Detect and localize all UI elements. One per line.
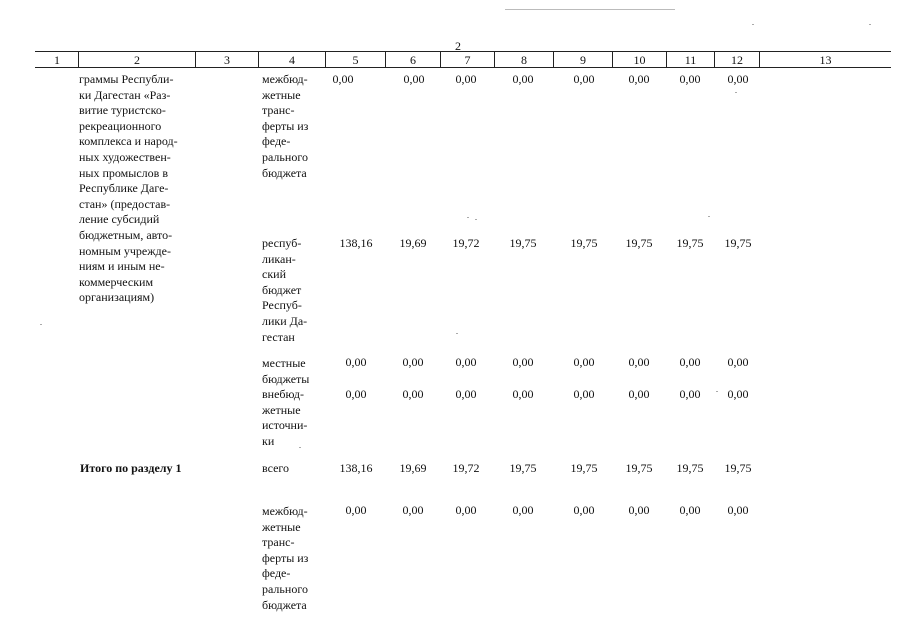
value-cell: 0,00 <box>573 387 595 401</box>
funding-source-line: транс- <box>262 535 295 550</box>
description-line: граммы Республи- <box>79 72 174 86</box>
funding-source-line: жетные <box>262 87 301 102</box>
value-cell: 0,00 <box>679 387 701 401</box>
description-line: витие туристско- <box>79 103 166 118</box>
funding-source-line: жетные <box>262 402 301 417</box>
column-header: 12 <box>731 53 743 67</box>
funding-source-line: феде- <box>262 134 291 149</box>
value-cell: 19,72 <box>452 461 480 475</box>
value-cell: 0,00 <box>403 72 425 86</box>
description-line: ки Дагестан «Раз- <box>79 87 171 102</box>
column-header: 7 <box>464 53 471 67</box>
funding-source-line: местные <box>262 356 306 370</box>
value-cell: 0,00 <box>455 387 477 401</box>
funding-source-line: гестан <box>262 329 295 344</box>
description-line: бюджетным, авто- <box>79 227 173 242</box>
value-cell: 0,00 <box>512 72 534 86</box>
funding-source-line: феде- <box>262 566 291 581</box>
funding-source-line: бюджет <box>262 282 302 297</box>
value-cell: 0,00 <box>727 387 749 401</box>
column-header: 3 <box>224 53 230 67</box>
funding-source-line: лики Да- <box>262 313 308 328</box>
funding-source <box>262 387 322 449</box>
column-header: 6 <box>410 53 416 67</box>
funding-source-line: межбюд- <box>262 504 308 518</box>
value-cell: 0,00 <box>727 72 749 86</box>
scan-speck <box>752 24 754 25</box>
funding-source <box>262 356 322 387</box>
funding-source-line: жетные <box>262 519 301 534</box>
column-header: 2 <box>134 53 140 67</box>
value-cell: 0,00 <box>512 355 534 369</box>
scan-speck <box>467 217 469 218</box>
page-number: 2 <box>455 39 461 53</box>
description-line: стан» (предостав- <box>79 196 171 211</box>
value-cell: 0,00 <box>345 355 367 369</box>
program-description <box>79 72 191 306</box>
column-header: 11 <box>684 53 697 67</box>
value-cell: 0,00 <box>679 503 701 517</box>
description-line: номным учрежде- <box>79 243 171 258</box>
value-cell: 19,75 <box>570 236 598 250</box>
column-header: 13 <box>819 53 832 67</box>
column-header: 8 <box>521 53 527 67</box>
funding-source-line: рального <box>262 581 308 596</box>
description-line: коммерческим <box>79 274 154 289</box>
value-cell: 0,00 <box>402 503 424 517</box>
description-line: Республике Даге- <box>79 181 169 196</box>
value-cell: 0,00 <box>628 387 650 401</box>
funding-source-line: всего <box>262 461 290 475</box>
value-cell: 0,00 <box>727 355 749 369</box>
funding-source-line: рального <box>262 149 308 164</box>
column-header: 4 <box>289 53 295 67</box>
scan-speck <box>40 324 42 325</box>
value-cell: 19,69 <box>399 236 427 250</box>
description-line: организациям) <box>79 290 155 305</box>
funding-source-line: ферты из <box>262 550 309 565</box>
column-header: 9 <box>580 53 586 67</box>
funding-source-line: ферты из <box>262 118 309 133</box>
funding-source-line: бюджеты <box>262 371 310 386</box>
header-top-rule <box>35 51 891 52</box>
value-cell: 0,00 <box>402 387 424 401</box>
value-cell: 19,75 <box>509 461 537 475</box>
funding-source-line: источни- <box>262 418 308 433</box>
description-line: ление субсидий <box>79 212 160 227</box>
header-bottom-rule <box>35 67 891 68</box>
funding-source-line: внебюд- <box>262 387 304 401</box>
funding-source <box>262 72 322 181</box>
value-cell: 0,00 <box>573 72 595 86</box>
section-total-label: Итого по разделу 1 <box>80 461 182 475</box>
value-cell: 19,75 <box>625 461 653 475</box>
value-cell: 0,00 <box>628 72 650 86</box>
value-cell: 0,00 <box>679 72 701 86</box>
description-line: ных художествен- <box>79 149 171 164</box>
funding-source-line: транс- <box>262 103 295 118</box>
value-cell: 19,72 <box>452 236 480 250</box>
value-cell: 0,00 <box>512 503 534 517</box>
value-cell: 19,75 <box>724 461 752 475</box>
value-cell: 0,00 <box>628 355 650 369</box>
scan-speck <box>708 216 710 217</box>
funding-source-line: межбюд- <box>262 72 308 86</box>
funding-source-line: ликан- <box>262 251 296 266</box>
value-cell: 0,00 <box>573 355 595 369</box>
funding-source <box>262 236 322 345</box>
scan-speck <box>716 391 718 392</box>
value-cell: 138,16 <box>339 236 373 250</box>
funding-source-line: бюджета <box>262 165 307 180</box>
description-line: ниям и иным не- <box>79 259 165 274</box>
funding-source <box>262 504 322 613</box>
value-cell: 0,00 <box>628 503 650 517</box>
value-cell: 0,00 <box>455 503 477 517</box>
value-cell: 0,00 <box>679 355 701 369</box>
column-header: 1 <box>54 53 60 67</box>
column-header: 10 <box>633 53 646 67</box>
value-cell: 0,00 <box>332 72 354 86</box>
value-cell: 0,00 <box>345 387 367 401</box>
value-cell: 0,00 <box>402 355 424 369</box>
column-header: 5 <box>352 53 359 67</box>
scan-speck <box>299 447 301 448</box>
value-cell: 19,75 <box>676 236 704 250</box>
scan-speck <box>869 24 871 25</box>
description-line: ных промыслов в <box>79 165 168 180</box>
value-cell: 19,75 <box>625 236 653 250</box>
value-cell: 0,00 <box>512 387 534 401</box>
funding-source-line: бюджета <box>262 597 307 612</box>
value-cell: 19,75 <box>509 236 537 250</box>
funding-source-line: ки <box>262 433 275 448</box>
value-cell: 0,00 <box>573 503 595 517</box>
funding-source-line: респуб- <box>262 236 302 250</box>
funding-source <box>262 461 322 477</box>
value-cell: 0,00 <box>455 72 477 86</box>
scan-speck <box>735 92 737 93</box>
scan-speck <box>456 333 458 334</box>
funding-source-line: Респуб- <box>262 298 302 313</box>
value-cell: 19,75 <box>570 461 598 475</box>
value-cell: 19,69 <box>399 461 427 475</box>
value-cell: 19,75 <box>676 461 704 475</box>
description-line: комплекса и народ- <box>79 134 178 149</box>
value-cell: 0,00 <box>345 503 367 517</box>
description-line: рекреационного <box>79 118 162 133</box>
value-cell: 0,00 <box>455 355 477 369</box>
value-cell: 19,75 <box>724 236 752 250</box>
value-cell: 0,00 <box>727 503 749 517</box>
scan-speck <box>475 219 477 220</box>
page-top-edge-rule <box>505 9 675 10</box>
value-cell: 138,16 <box>339 461 373 475</box>
funding-source-line: ский <box>262 267 286 282</box>
